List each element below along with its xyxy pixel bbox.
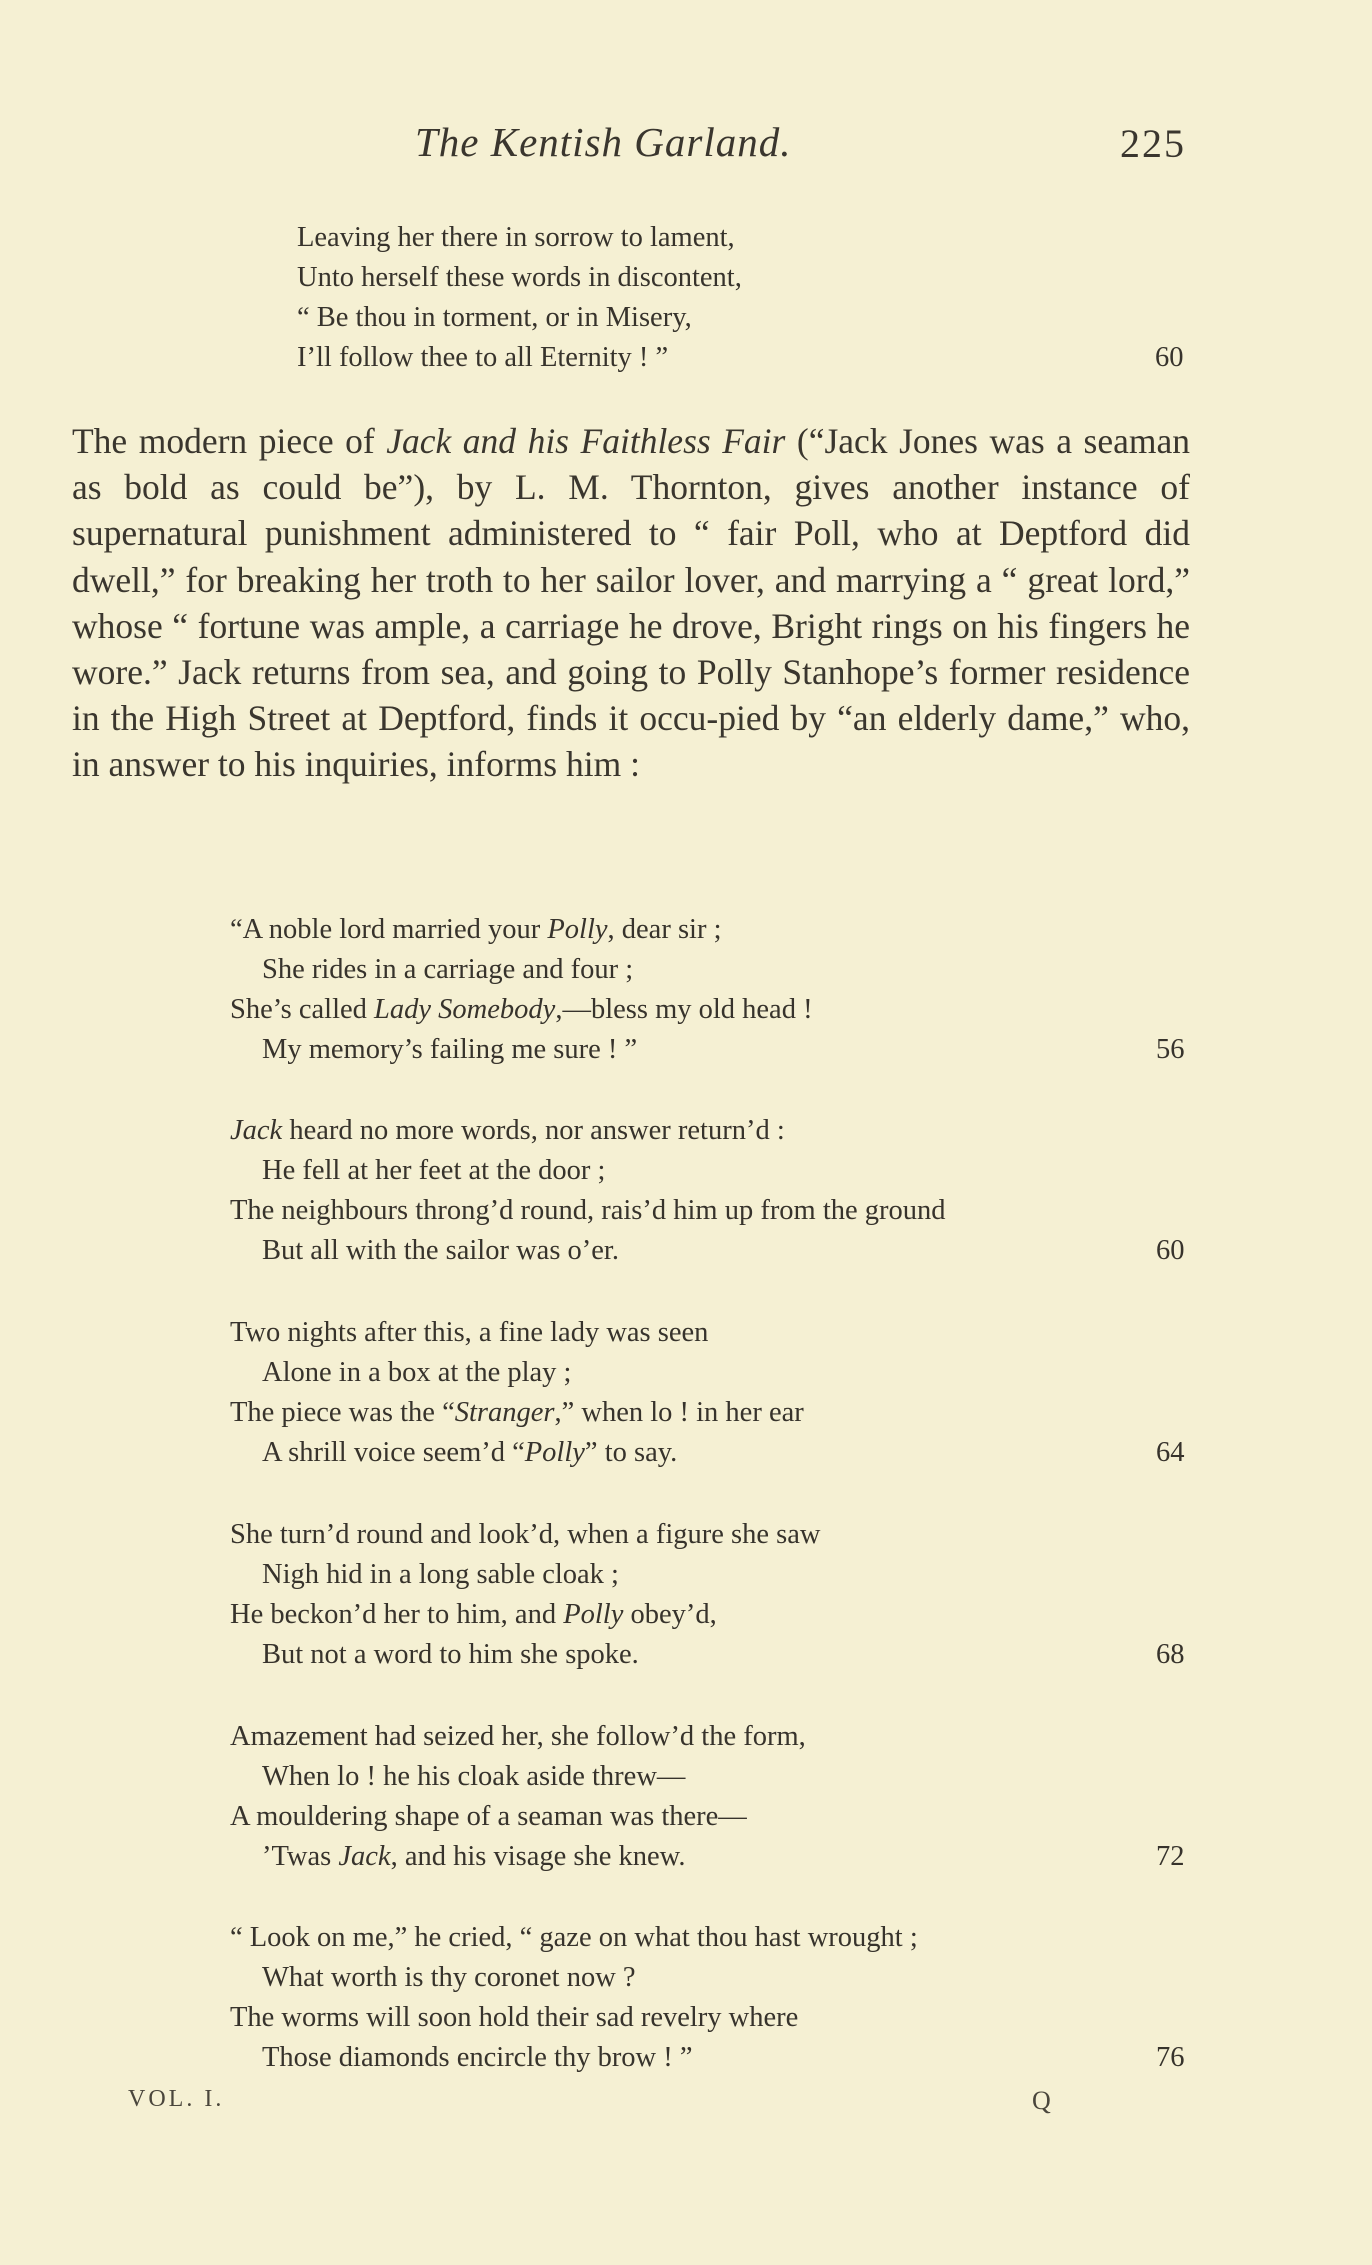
verse-text: A shrill voice seem’d “ — [262, 1437, 525, 1468]
verse-text: Jack — [338, 1841, 391, 1872]
verse-line — [230, 2038, 1185, 2078]
prose-paragraph — [72, 418, 1190, 788]
verse-text: “A noble lord married your — [230, 914, 548, 945]
line-number: 72 — [1156, 1841, 1185, 1872]
verse-line: “ Look on me,” he cried, “ gaze on what thou hast wrought ; — [230, 1922, 918, 1953]
verse-text: Polly — [547, 914, 608, 945]
verse-text: I’ll follow thee to all Eternity ! ” — [297, 342, 669, 373]
verse-line: She rides in a carriage and four ; — [262, 954, 634, 985]
verse-text: Stranger — [454, 1397, 555, 1428]
verse-text: Polly — [524, 1437, 585, 1468]
verse-line — [230, 1111, 946, 1151]
prose-text: (“Jack Jones was a seaman as bold as could be”), by L. M. Thornton, gives another instance of supernatural punishment administered to “ fair Poll, who at Deptford did dwell,” for breaking her troth to her sailor lover, and marrying a “ great lord,” whose “ fortune was ample, a carriage he drove, Bright rings on his fingers he wore.” Jack returns from sea, and going to Polly Stanhope’s former residence in the High Street at Deptford, finds it occu-pied by “an elderly dame,” who, in answer to his inquiries, informs him : — [72, 421, 1190, 785]
line-number: 76 — [1156, 2042, 1185, 2073]
verse-line: The neighbours throng’d round, rais’d him up from the ground — [230, 1195, 946, 1226]
verse-line — [230, 1837, 1185, 1877]
verse-text: ” to say. — [584, 1437, 678, 1468]
verse-line — [230, 1030, 1185, 1070]
verse-text: Those diamonds encircle thy brow ! ” — [262, 2042, 693, 2073]
verse-text: Lady Somebody — [374, 994, 556, 1025]
verse-line: Leaving her there in sorrow to lament, — [297, 222, 735, 253]
line-number: 60 — [1155, 342, 1184, 373]
verse-text: Jack — [230, 1115, 283, 1146]
stanza — [230, 1717, 1185, 1877]
verse-line: He fell at her feet at the door ; — [262, 1155, 606, 1186]
verse-line: She turn’d round and look’d, when a figure she saw — [230, 1519, 821, 1550]
verse-line — [297, 338, 1184, 378]
verse-line: Unto herself these words in discontent, — [297, 262, 742, 293]
verse-text: ,” when lo ! in her ear — [554, 1397, 804, 1428]
running-title: The Kentish Garland. — [415, 119, 792, 165]
stanza — [230, 910, 1185, 1070]
verse-text: She’s called — [230, 994, 375, 1025]
verse-line — [230, 990, 813, 1030]
verse-line: What worth is thy coronet now ? — [262, 1962, 636, 1993]
verse-line — [230, 1231, 1185, 1271]
line-number: 68 — [1156, 1639, 1185, 1670]
prose-text: The modern piece of — [72, 421, 387, 461]
verse-line — [230, 1595, 820, 1635]
verse-line: When lo ! he his cloak aside threw— — [262, 1761, 686, 1792]
verse-text: Polly — [563, 1599, 624, 1630]
verse-text: heard no more words, nor answer return’d : — [282, 1115, 785, 1146]
verse-text: , dear sir ; — [607, 914, 722, 945]
verse-line: The worms will soon hold their sad revelry where — [230, 2002, 799, 2033]
signature-mark: Q — [1032, 2086, 1051, 2115]
verse-line: Alone in a box at the play ; — [262, 1357, 572, 1388]
verse-text: obey’d, — [623, 1599, 717, 1630]
verse-line — [230, 1433, 1185, 1473]
verse-text: But all with the sailor was o’er. — [262, 1235, 619, 1266]
verse-text: The piece was the “ — [230, 1397, 455, 1428]
verse-line — [230, 1635, 1185, 1675]
verse-text: ,—bless my old head ! — [555, 994, 813, 1025]
stanza — [230, 1515, 1185, 1675]
verse-line — [230, 910, 813, 950]
line-number: 60 — [1156, 1235, 1185, 1266]
verse-line — [230, 1393, 804, 1433]
verse-text: But not a word to him she spoke. — [262, 1639, 639, 1670]
verse-line: A mouldering shape of a seaman was there— — [230, 1801, 747, 1832]
verse-text: My memory’s failing me sure ! ” — [262, 1034, 638, 1065]
line-number: 56 — [1156, 1034, 1185, 1065]
work-title: Jack and his Faithless Fair — [386, 421, 786, 461]
verse-line: Nigh hid in a long sable cloak ; — [262, 1559, 619, 1590]
verse-line: “ Be thou in torment, or in Misery, — [297, 302, 692, 333]
verse-text: , and his visage she knew. — [390, 1841, 686, 1872]
verse-line: Two nights after this, a fine lady was seen — [230, 1317, 709, 1348]
line-number: 64 — [1156, 1437, 1185, 1468]
volume-mark: VOL. I. — [128, 2086, 225, 2112]
verse-text: He beckon’d her to him, and — [230, 1599, 564, 1630]
verse-text: ’Twas — [262, 1841, 339, 1872]
page-number: 225 — [1120, 121, 1186, 166]
stanza — [230, 1313, 1185, 1473]
intro-verse — [297, 218, 1184, 378]
verse-line: Amazement had seized her, she follow’d the form, — [230, 1721, 806, 1752]
stanza — [230, 1111, 1185, 1271]
stanza — [230, 1918, 1185, 2078]
